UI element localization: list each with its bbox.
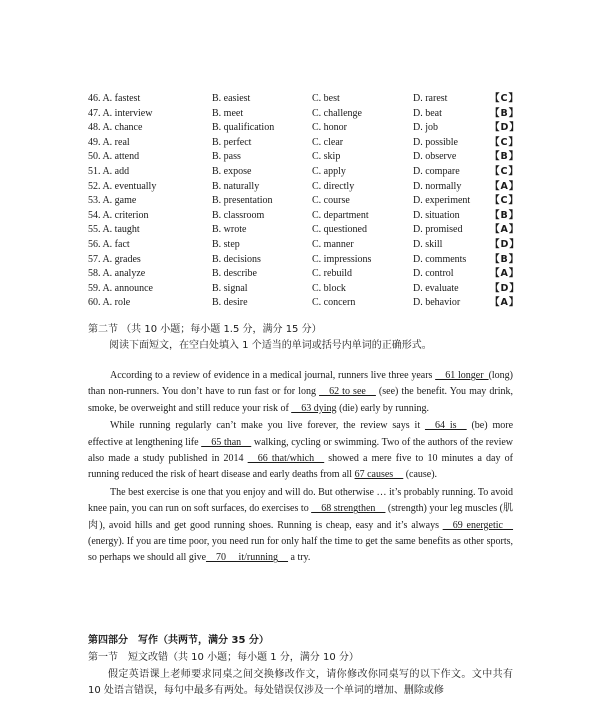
question-option-c: C. concern	[312, 297, 356, 309]
question-option-c: C. manner	[312, 238, 354, 250]
question-option-d: D. evaluate	[413, 282, 459, 294]
question-option-d: D. situation	[413, 209, 460, 221]
answer-key: 【D】	[490, 238, 520, 250]
blank-70: __70__ it/running__	[206, 552, 288, 564]
question-option-c: C. skip	[312, 151, 341, 163]
question-option-b: B. presentation	[212, 195, 273, 207]
passage-text: (be) more effective at lengthening life	[88, 420, 514, 448]
question-option-c: C. questioned	[312, 224, 367, 236]
passage-text: showed a mere five to 10 minutes a day of running reduced the risk of heart disease and early deaths from all	[88, 452, 513, 481]
answer-key: 【A】	[490, 224, 520, 236]
blank-61: __61 longer_	[435, 370, 489, 381]
question-option-d: D. observe	[413, 151, 457, 163]
blank-66: __66 that/which__	[247, 452, 325, 464]
answer-row	[88, 296, 528, 311]
answer-row	[88, 165, 528, 180]
question-option-a: 60. A. role	[88, 297, 131, 309]
question-option-a: 57. A. grades	[88, 253, 141, 265]
answer-table	[88, 92, 528, 311]
part4-title: 第四部分 写作（共两节，满分 35 分）	[88, 635, 269, 646]
question-option-b: B. expose	[212, 165, 252, 177]
answer-row	[88, 180, 528, 195]
passage-text: (die) early by running.	[336, 402, 430, 414]
question-option-b: B. pass	[212, 151, 241, 163]
answer-key: 【B】	[490, 209, 520, 221]
answer-row	[88, 150, 528, 165]
question-option-d: D. beat	[413, 107, 442, 119]
blank-69: __69 energetic__	[442, 519, 513, 531]
question-option-a: 50. A. attend	[88, 151, 140, 163]
question-option-d: D. rarest	[413, 93, 448, 104]
question-option-d: D. job	[413, 122, 438, 134]
question-option-c: C. honor	[312, 122, 347, 134]
answer-row	[88, 107, 528, 122]
question-option-b: B. meet	[212, 107, 244, 119]
question-option-c: C. department	[312, 209, 369, 221]
question-option-c: C. block	[312, 282, 346, 294]
passage-text: (strength) your leg muscles (肌肉), avoid hills and get good running shoes. Running is cheap, easy and it’s always	[88, 503, 514, 531]
question-option-b: B. qualification	[212, 122, 275, 134]
answer-key: 【A】	[490, 297, 520, 309]
blank-64: __64 is__	[425, 420, 467, 432]
question-option-d: D. compare	[413, 165, 460, 177]
question-option-a: 59. A. announce	[88, 282, 153, 294]
question-option-b: B. desire	[212, 297, 248, 309]
answer-row	[88, 136, 528, 151]
question-option-a: 53. A. game	[88, 195, 137, 207]
section2-instruction: 阅读下面短文，在空白处填入 1 个适当的单词或括号内单词的正确形式。	[109, 340, 432, 351]
question-option-a: 54. A. criterion	[88, 209, 149, 221]
question-option-d: D. behavior	[413, 297, 461, 309]
question-option-c: C. course	[312, 195, 350, 207]
answer-key: 【D】	[490, 282, 520, 294]
blank-68: __68 strengthen__	[311, 503, 386, 515]
passage-text: a try.	[288, 552, 311, 564]
section2-title: 第二节 （共 10 小题；每小题 1.5 分，满分 15 分）	[88, 324, 322, 335]
question-option-a: 46. A. fastest	[88, 93, 141, 104]
question-option-b: B. easiest	[212, 93, 251, 104]
answer-row	[88, 92, 528, 107]
question-option-b: B. step	[212, 238, 240, 250]
question-option-a: 55. A. taught	[88, 224, 140, 236]
answer-key: 【B】	[490, 253, 520, 265]
paragraph-2	[88, 418, 513, 483]
question-option-b: B. decisions	[212, 253, 261, 265]
reading-passage	[88, 368, 513, 568]
question-option-a: 58. A. analyze	[88, 268, 146, 280]
blank-67: 67 causes__	[354, 469, 404, 481]
blank-65: __65 than__	[201, 436, 252, 448]
question-option-b: B. signal	[212, 282, 248, 294]
answer-row	[88, 194, 528, 209]
answer-key: 【B】	[490, 151, 520, 163]
question-option-a: 47. A. interview	[88, 107, 153, 119]
question-option-c: C. challenge	[312, 107, 362, 119]
question-option-a: 48. A. chance	[88, 122, 143, 134]
answer-key: 【C】	[490, 195, 519, 207]
answer-row	[88, 253, 528, 268]
question-option-d: D. possible	[413, 136, 458, 148]
passage-text: The best exercise is one that you enjoy and will do. But otherwise … it’s probably running. To avoid knee pain, you can run on soft surfaces, do exercises to	[88, 487, 513, 515]
question-option-c: C. best	[312, 93, 340, 104]
answer-key: 【B】	[490, 107, 520, 119]
question-option-c: C. apply	[312, 165, 346, 177]
blank-62: __62 to see__	[319, 386, 376, 398]
paragraph-1	[88, 368, 513, 417]
answer-row	[88, 209, 528, 224]
question-option-b: B. describe	[212, 268, 257, 280]
answer-key: 【C】	[490, 136, 519, 148]
passage-text: (long) than non-runners. You don’t have to run fast or for long	[88, 370, 514, 398]
question-option-b: B. wrote	[212, 224, 247, 236]
answer-key: 【C】	[490, 93, 519, 104]
question-option-d: D. experiment	[413, 195, 471, 207]
question-option-a: 56. A. fact	[88, 238, 130, 250]
answer-row	[88, 267, 528, 282]
answer-key: 【A】	[490, 268, 520, 280]
question-option-c: C. rebuild	[312, 268, 352, 280]
question-option-d: D. promised	[413, 224, 463, 236]
answer-row	[88, 121, 528, 136]
question-option-d: D. control	[413, 268, 454, 280]
question-option-d: D. normally	[413, 180, 462, 192]
passage-text: walking, cycling or swimming. Two of the authors of the review also made a study published in 2014	[88, 436, 514, 464]
answer-row	[88, 223, 528, 238]
question-option-c: C. clear	[312, 136, 344, 148]
passage-text: (see) the benefit. You may drink, smoke, be overweight and still reduce your risk of	[88, 386, 513, 414]
passage-text: (energy). If you are time poor, you need run for only half the time to get the same benefits as other sports, so perhaps we should all give	[88, 535, 513, 564]
answer-row	[88, 238, 528, 253]
passage-text: According to a review of evidence in a medical journal, runners live three years	[110, 370, 436, 381]
paragraph-3	[88, 485, 513, 566]
question-option-d: D. skill	[413, 238, 443, 250]
question-option-d: D. comments	[413, 253, 467, 265]
part4-section1-title: 第一节 短文改错（共 10 小题；每小题 1 分，满分 10 分）	[88, 652, 359, 663]
blank-63: __63 dying	[291, 402, 337, 414]
passage-text: (cause).	[403, 469, 438, 481]
question-option-b: B. naturally	[212, 180, 260, 192]
answer-row	[88, 282, 528, 297]
question-option-b: B. perfect	[212, 136, 252, 148]
question-option-c: C. directly	[312, 180, 355, 192]
answer-key: 【C】	[490, 165, 519, 177]
passage-text: While running regularly can’t make you live forever, the review says it	[110, 420, 425, 432]
question-option-a: 52. A. eventually	[88, 180, 157, 192]
answer-key: 【D】	[490, 122, 520, 134]
question-option-a: 49. A. real	[88, 136, 130, 148]
question-option-b: B. classroom	[212, 209, 265, 221]
answer-key: 【A】	[490, 180, 520, 192]
part4-instructions: 假定英语课上老师要求同桌之间交换修改作文，请你修改你同桌写的以下作文。文中共有 10 处语言错误，每句中最多有两处。每处错误仅涉及一个单词的增加、删除或修	[88, 669, 513, 696]
question-option-c: C. impressions	[312, 253, 372, 265]
question-option-a: 51. A. add	[88, 165, 130, 177]
